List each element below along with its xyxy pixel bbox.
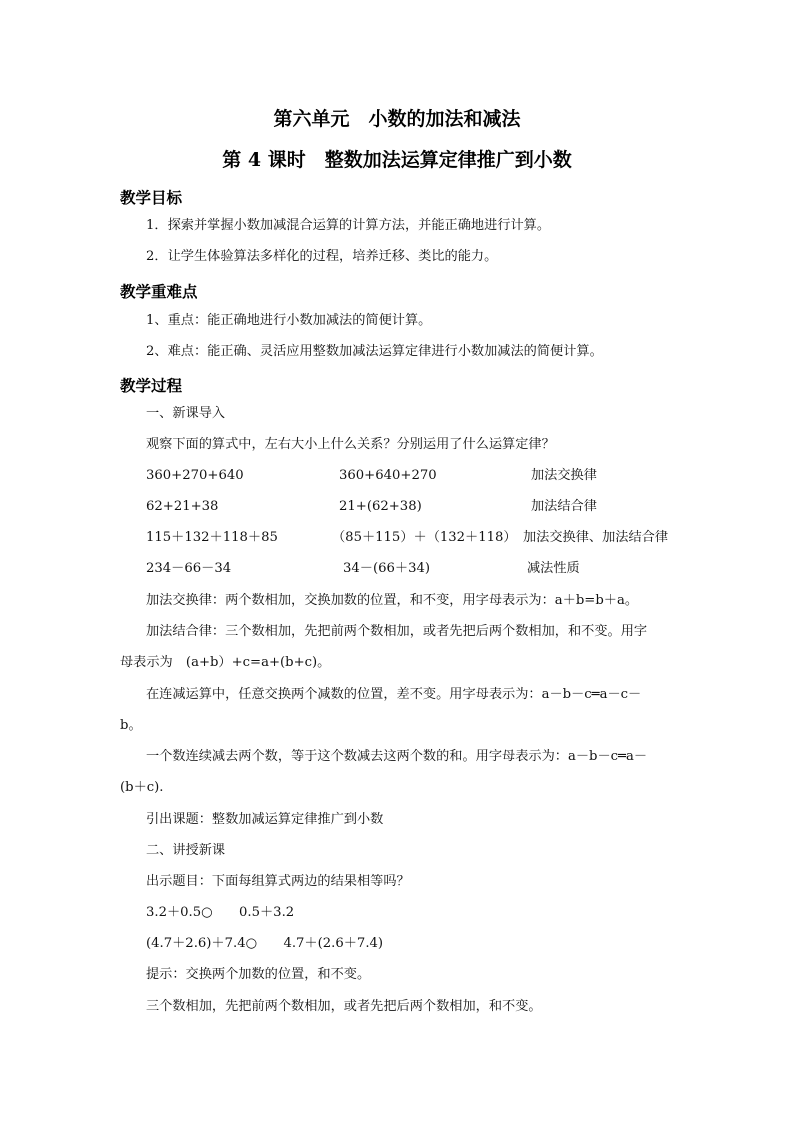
commutative-law-text: 加法交换律：两个数相加，交换加数的位置，和不变，用字母表示为：a＋b=b＋a。 — [146, 593, 639, 608]
table-cell-left: 115＋132＋118＋85 — [146, 530, 278, 545]
section-heading-process: 教学过程 — [120, 376, 183, 395]
subtraction-swap-text-cont: b。 — [120, 718, 142, 733]
subtraction-property-text-cont: (b＋c). — [120, 780, 164, 795]
unit-title: 第六单元 小数的加法和减法 — [273, 108, 521, 130]
equation-pair: (4.7＋2.6)＋7.4○ 4.7＋(2.6＋7.4) — [146, 936, 384, 951]
part-heading: 一、新课导入 — [146, 406, 226, 421]
goal-item: 1．探索并掌握小数加减混合运算的计算方法，并能正确地进行计算。 — [146, 218, 551, 233]
intro-question: 观察下面的算式中，左右大小上什么关系？分别运用了什么运算定律？ — [146, 437, 555, 452]
table-cell-law: 加法交换律 — [531, 468, 597, 483]
key-point-item: 2、难点：能正确、灵活应用整数加减法运算定律进行小数加减法的简便计算。 — [146, 344, 603, 359]
table-cell-right: 21+(62+38) — [339, 499, 422, 514]
equation-pair: 3.2＋0.5○ 0.5＋3.2 — [146, 905, 295, 920]
conclusion-text: 三个数相加，先把前两个数相加，或者先把后两个数相加，和不变。 — [146, 999, 542, 1014]
table-cell-right: （85＋115）＋（132＋118） — [332, 530, 517, 545]
lesson-title: 第 4 课时 整数加法运算定律推广到小数 — [222, 149, 572, 171]
goal-item: 2．让学生体验算法多样化的过程，培养迁移、类比的能力。 — [146, 249, 498, 264]
associative-law-text-cont: 母表示为 (a+b）+c=a+(b+c)。 — [120, 655, 331, 670]
exercise-prompt: 出示题目：下面每组算式两边的结果相等吗？ — [146, 874, 410, 889]
table-cell-law: 加法结合律 — [531, 499, 597, 514]
section-heading-goals: 教学目标 — [120, 188, 183, 207]
table-cell-law: 减法性质 — [527, 561, 580, 576]
table-cell-right: 360+640+270 — [339, 468, 437, 483]
subtraction-property-text: 一个数连续减去两个数，等于这个数减去这两个数的和。用字母表示为：a－b－c═a－ — [146, 749, 648, 764]
key-point-item: 1、重点：能正确地进行小数加减法的简便计算。 — [146, 313, 432, 328]
table-cell-law: 加法交换律、加法结合律 — [523, 530, 669, 545]
part-heading: 二、讲授新课 — [146, 843, 226, 858]
table-cell-left: 360+270+640 — [146, 468, 244, 483]
table-cell-left: 62+21+38 — [146, 499, 219, 514]
table-cell-right: 34－(66＋34) — [343, 561, 431, 576]
subtraction-swap-text: 在连减运算中，任意交换两个减数的位置，差不变。用字母表示为：a－b－c═a－c－ — [146, 687, 642, 702]
section-heading-key-points: 教学重难点 — [120, 282, 198, 301]
lead-topic-text: 引出课题：整数加减运算定律推广到小数 — [146, 812, 384, 827]
table-cell-left: 234－66－34 — [146, 561, 232, 576]
hint-text: 提示：交换两个加数的位置，和不变。 — [146, 967, 371, 982]
associative-law-text: 加法结合律：三个数相加，先把前两个数相加，或者先把后两个数相加，和不变。用字 — [146, 624, 648, 639]
